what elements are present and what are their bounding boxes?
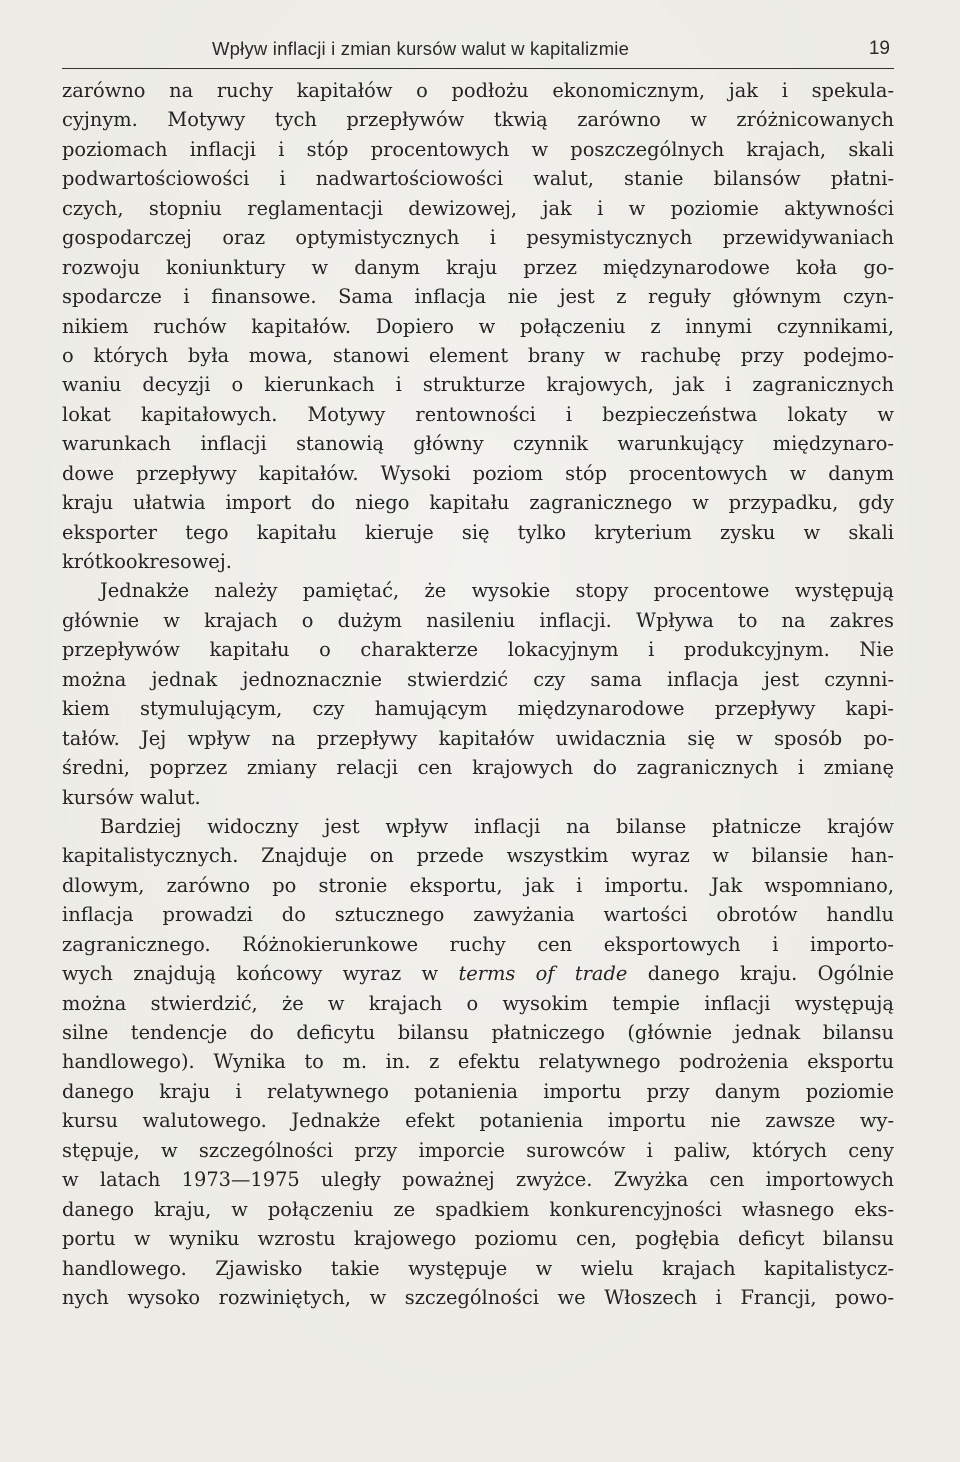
text-line: można jednak jednoznacznie stwierdzić czy sama inflacja jest czynni- [62,667,894,691]
text-line: zagranicznego. Różnokierunkowe ruchy cen eksportowych i importo- [62,932,894,956]
text-line: kraju ułatwia import do niego kapitału zagranicznego w przypadku, gdy [62,491,894,515]
text-line: rozwoju koniunktury w danym kraju przez międzynarodowe koła go- [62,255,894,279]
text-line: danego kraju i relatywnego potanienia importu przy danym poziomie [62,1079,894,1103]
text-line: czych, stopniu reglamentacji dewizowej, jak i w poziomie aktywności [62,196,894,220]
text-line: Jednakże należy pamiętać, że wysokie stopy procentowe występują [100,579,894,603]
text-line: nikiem ruchów kapitałów. Dopiero w połączeniu z innymi czynnikami, [62,314,894,338]
text-line: danego kraju, w połączeniu ze spadkiem konkurencyjności własnego eks- [62,1197,894,1221]
text-line: kursów walut. [62,785,201,809]
text-line-with-italic [62,959,894,988]
text-line: gospodarczej oraz optymistycznych i pesymistycznych przewidywaniach [62,226,894,250]
text-line: dlowym, zarówno po stronie eksportu, jak i importu. Jak wspomniano, [62,873,894,897]
text-line: lokat kapitałowych. Motywy rentowności i bezpieczeństwa lokaty w [62,402,894,426]
text-line: inflacja prowadzi do sztucznego zawyżania wartości obrotów handlu [62,903,894,927]
text-segment: wych znajdują końcowy wyraz w [62,962,459,986]
text-line: warunkach inflacji stanowią główny czynnik warunkujący międzynaro- [62,432,894,456]
text-line: cyjnym. Motywy tych przepływów tkwią zarówno w zróżnicowanych [62,108,894,132]
paragraph [62,576,894,812]
text-line: głównie w krajach o dużym nasileniu inflacji. Wpływa to na zakres [62,608,894,632]
text-line: silne tendencje do deficytu bilansu płatniczego (głównie jednak bilansu [62,1021,894,1044]
text-line: krótkookresowej. [62,550,232,573]
paragraph [62,76,894,576]
text-line: można stwierdzić, że w krajach o wysokim tempie inflacji występują [62,991,894,1015]
body-text [62,76,894,1312]
text-line: dowe przepływy kapitałów. Wysoki poziom stóp procentowych w danym [62,461,894,485]
text-line: handlowego). Wynika to m. in. z efektu relatywnego podrożenia eksportu [62,1050,894,1074]
text-line: poziomach inflacji i stóp procentowych w poszczególnych krajach, skali [62,137,894,161]
text-line: handlowego. Zjawisko takie występuje w wielu krajach kapitalistycz- [62,1256,894,1280]
text-line: w latach 1973—1975 uległy poważnej zwyżce. Zwyżka cen importowych [62,1168,894,1192]
text-line: zarówno na ruchy kapitałów o podłożu ekonomicznym, jak i spekula- [62,79,894,102]
text-line: waniu decyzji o kierunkach i strukturze krajowych, jak i zagranicznych [62,373,894,397]
text-line: Bardziej widoczny jest wpływ inflacji na bilanse płatnicze krajów [100,814,894,838]
text-line: stępuje, w szczególności przy imporcie surowców i paliw, których ceny [62,1138,894,1162]
text-line: eksporter tego kapitału kieruje się tylko kryterium zysku w skali [62,520,894,544]
text-segment: danego kraju. Ogólnie [627,962,894,986]
running-title: Wpływ inflacji i zmian kursów walut w kapitalizmie [212,38,630,59]
text-line: o których była mowa, stanowi element brany w rachubę przy podejmo- [62,343,894,367]
text-line: kiem stymulującym, czy hamującym międzynarodowe przepływy kapi- [62,697,894,721]
text-line: kapitalistycznych. Znajduje on przede wszystkim wyraz w bilansie han- [62,844,894,868]
text-line: tałów. Jej wpływ na przepływy kapitałów uwidacznia się w sposób po- [62,726,894,750]
text-line: przepływów kapitału o charakterze lokacyjnym i produkcyjnym. Nie [62,638,894,662]
header-rule [62,68,894,69]
text-line: podwartościowości i nadwartościowości walut, stanie bilansów płatni- [62,167,894,191]
text-line: kursu walutowego. Jednakże efekt potanienia importu nie zawsze wy- [62,1109,894,1133]
paragraph [62,812,894,1312]
text-line: portu w wyniku wzrostu krajowego poziomu cen, pogłębia deficyt bilansu [62,1227,894,1251]
page-number: 19 [868,38,890,59]
running-header [62,36,894,68]
text-line: nych wysoko rozwiniętych, w szczególności we Włoszech i Francji, powo- [62,1285,894,1309]
text-line: średni, poprzez zmiany relacji cen krajowych do zagranicznych i zmianę [62,756,894,780]
text-line: spodarcze i finansowe. Sama inflacja nie jest z reguły głównym czyn- [62,285,894,309]
italic-term: terms of trade [458,962,628,986]
